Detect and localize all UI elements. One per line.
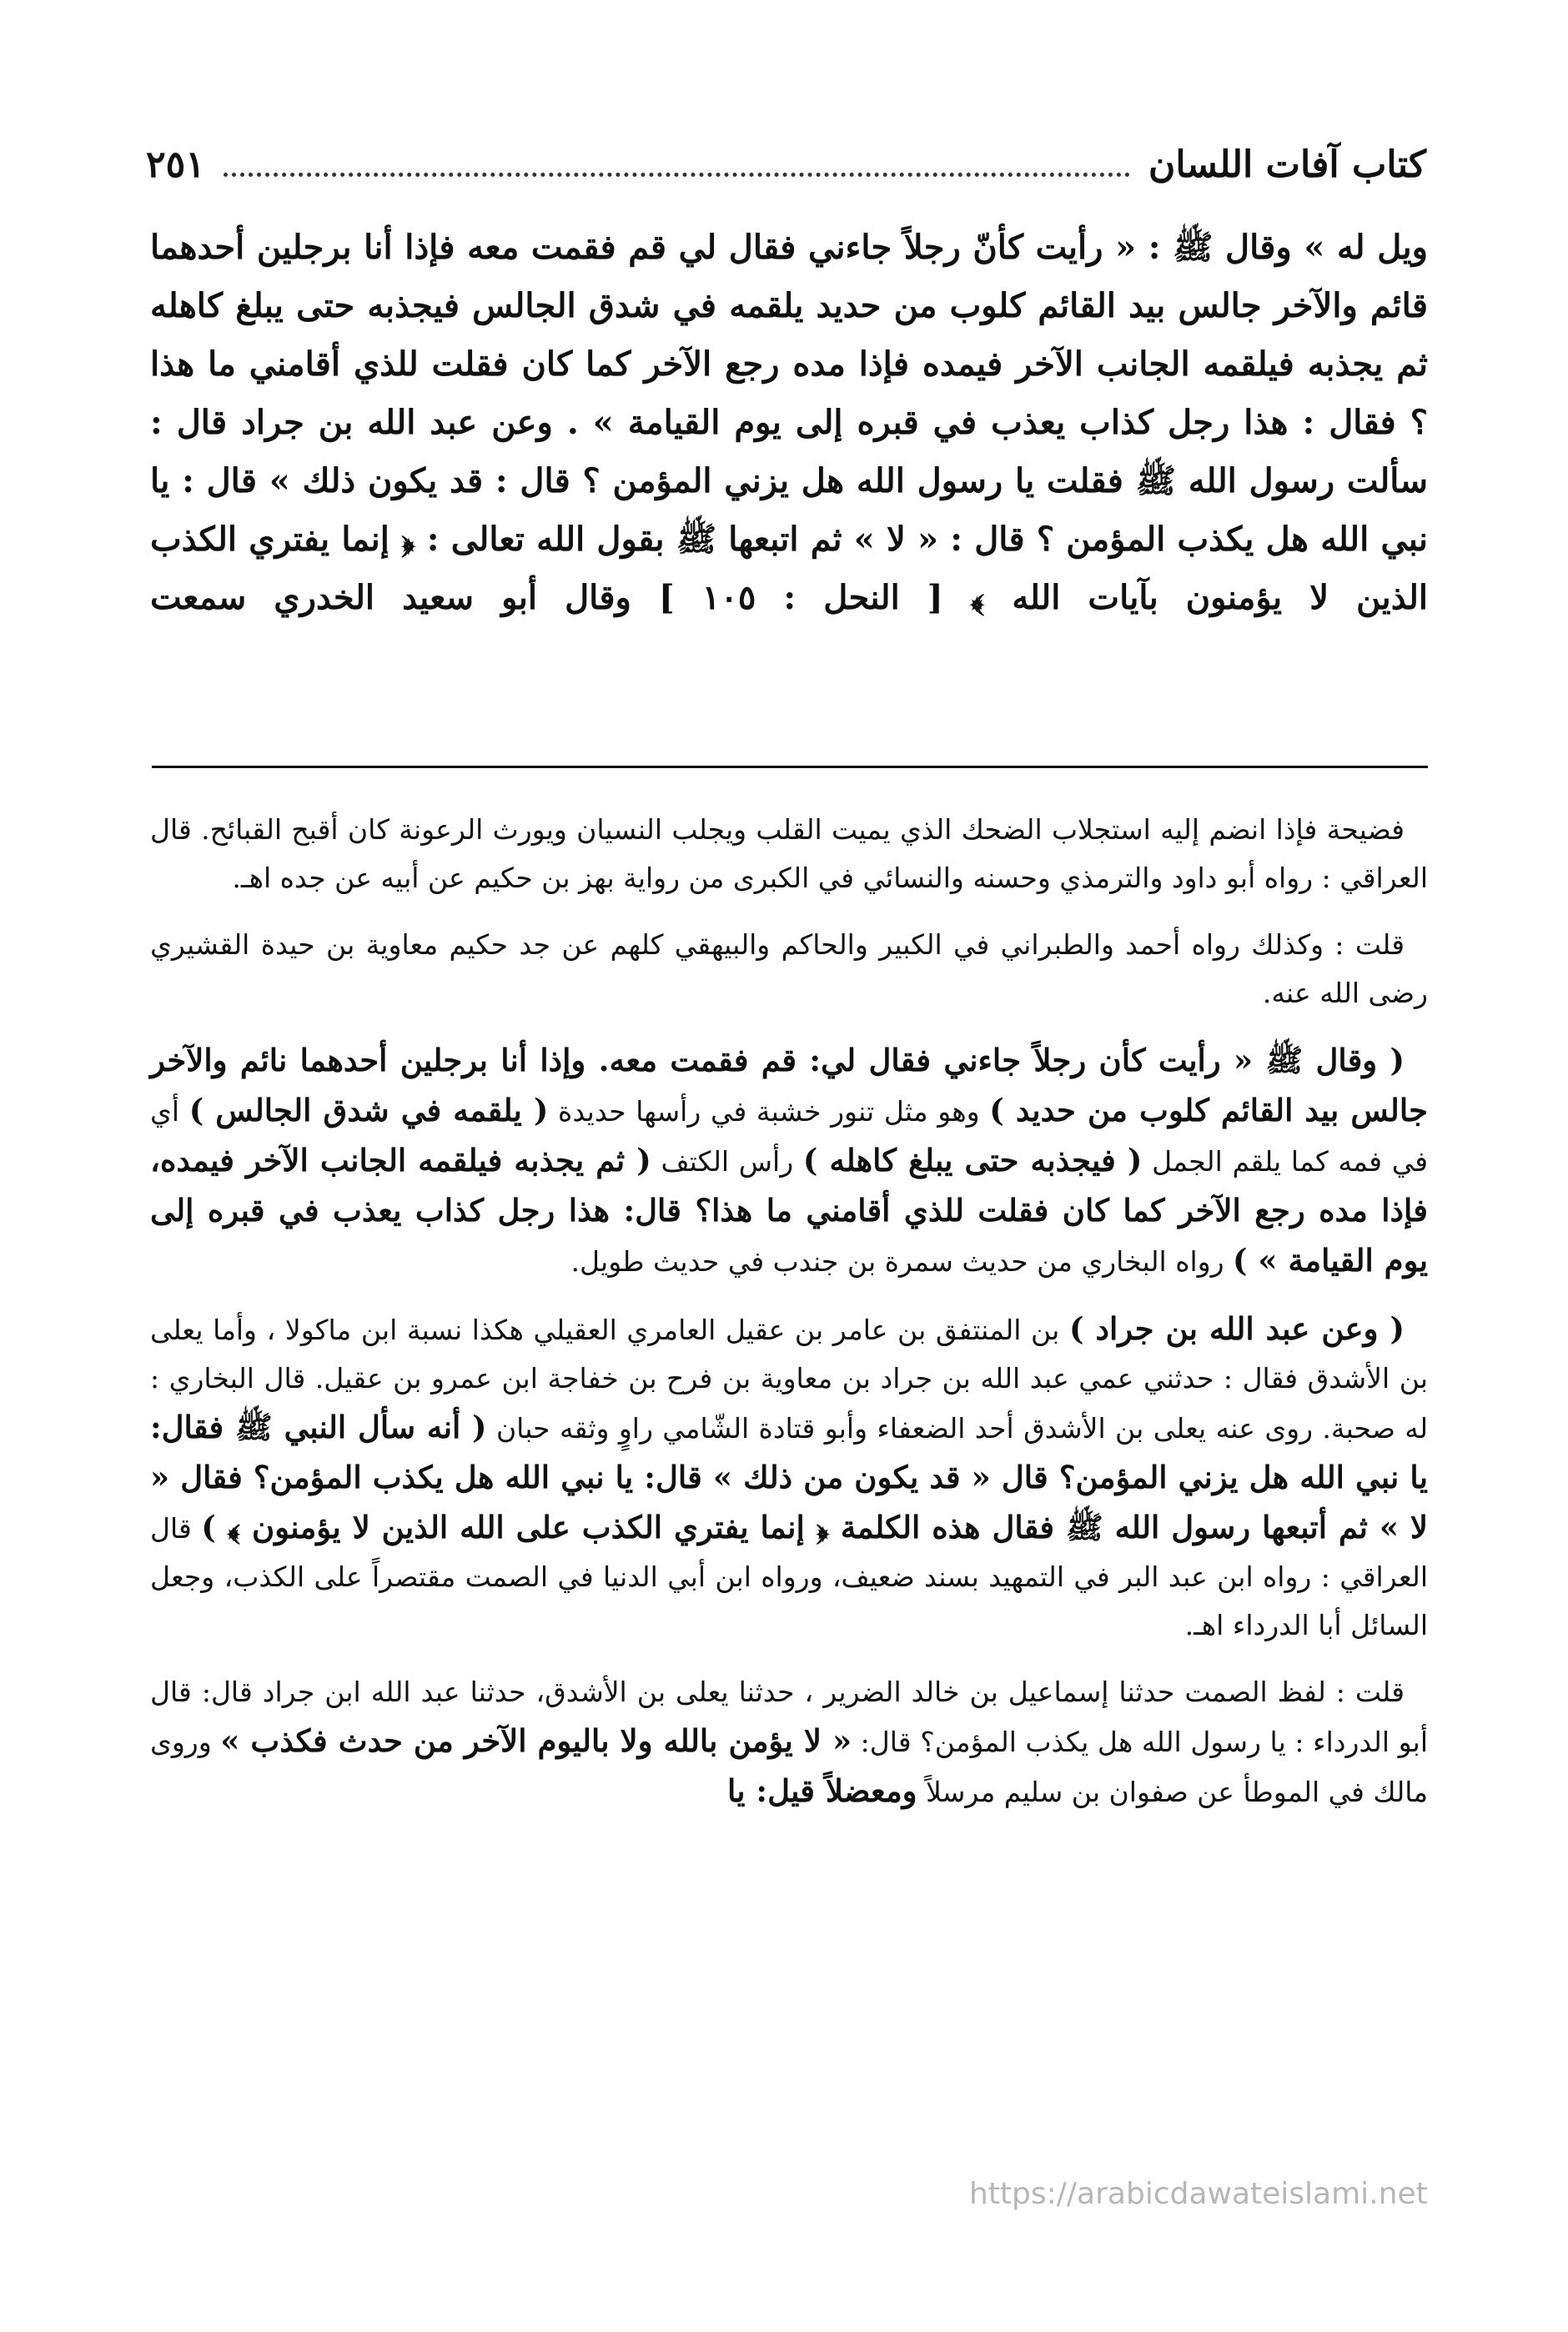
note-4-quote-1: ( وعن عبد الله بن جراد ) [1068,1310,1405,1347]
note-3-text-2: أي في فمه كما يلقم الجمل [150,1095,1428,1178]
note-5-quote-1: « لا يؤمن بالله ولا باليوم الآخر من حدث فكذب » [220,1722,852,1759]
footnote-separator [152,766,1428,768]
note-3-quote-4: ( ثم يجذبه فيلقمه الجانب الآخر فيمده، فإذا مده رجع الآخر كما كان فقلت للذي أقامني ما هذا؟ قال: هذا رجل كذاب يعذب في قبره إلى يوم القيامة » ) [150,1142,1428,1279]
running-title: كتاب آفات اللسان [1148,143,1426,186]
note-2: قلت : وكذلك رواه أحمد والطبراني في الكبير والحاكم والبيهقي كلهم عن جد حكيم معاوية بن حيدة القشيري رضى الله عنه. [150,928,1428,1009]
note-1: فضيحة فإذا انضم إليه استجلاب الضحك الذي يميت القلب ويجلب النسيان ويورث الرعونة كان أقبح القبائح. قال العراقي : رواه أبو داود والترمذي وحسنه والنسائي في الكبرى من رواية بهز بن حكيم عن أبيه عن جده اهـ. [150,813,1428,894]
page-header [146,125,1426,186]
note-5-text-2: وروى مالك في الموطأ عن صفوان بن سليم مرسلاً [150,1726,1428,1808]
page-number: ٢٥١ [146,143,205,186]
commentary [150,806,1428,1832]
note-3-quote-1: ( وقال ﷺ « رأيت كأن رجلاً جاءني فقال لي: قم فقمت معه. وإذا أنا برجلين أحدهما نائم والآخر جالس بيد القائم كلوب من حديد ) [150,1042,1428,1128]
source-watermark: https://arabicdawateislami.net [969,2177,1428,2211]
note-3-text-1: وهو مثل تنور خشبة في رأسها حديدة [548,1095,990,1128]
note-3-quote-3: ( فيجذبه حتى يبلغ كاهله ) [802,1142,1143,1179]
note-3-quote-2: ( يلقمه في شدق الجالس ) [188,1092,549,1128]
note-3-text-4: رواه البخاري من حديث سمرة بن جندب في حديث طويل. [570,1245,1234,1278]
note-4 [150,1304,1428,1650]
note-5-quote-2: ومعضلاً قيل: يا [726,1772,917,1809]
header-dotted-leader [224,172,1130,177]
note-5-text-1: قلت : لفظ الصمت حدثنا إسماعيل بن خالد الضرير ، حدثنا يعلى بن الأشدق، حدثنا عبد الله ابن جراد قال: قال أبو الدرداء : يا رسول الله هل يكذب المؤمن؟ قال: [150,1676,1428,1758]
note-4-quote-2: ( أنه سأل النبي ﷺ فقال: يا نبي الله هل يزني المؤمن؟ قال « قد يكون من ذلك » قال: يا نبي الله هل يكذب المؤمن؟ فقال « لا » ثم أتبعها رسول الله ﷺ فقال هذه الكلمة ﴿ إنما يفتري الكذب على الله الذين لا يؤمنون ﴾ ) [150,1409,1429,1545]
note-3-text-3: رأس الكتف [651,1145,803,1178]
note-3 [150,1036,1428,1286]
note-5 [150,1668,1428,1817]
main-text [150,219,1428,627]
note-4-text-1: بن المنتفق بن عامر بن عقيل العامري العقيلي هكذا نسبة ابن ماكولا ، وأما يعلى بن الأشدق فقال : حدثني عمي عبد الله بن جراد بن معاوية بن فرح بن خفاجة ابن عمرو بن عقيل. قال البخاري : له صحبة. روى عنه يعلى بن الأشدق أحد الضعفاء وأبو قتادة الشّامي راوٍ وثقه حبان [150,1314,1428,1445]
note-4-text-2: قال العراقي : رواه ابن عبد البر في التمهيد بسند ضعيف، ورواه ابن أبي الدنيا في الصمت مقتصراً على الكذب، وجعل السائل أبا الدرداء اهـ. [150,1512,1428,1641]
main-paragraph: ويل له » وقال ﷺ : « رأيت كأنّ رجلاً جاءني فقال لي قم فقمت معه فإذا أنا برجلين أحدهما قائم والآخر جالس بيد القائم كلوب من حديد يلقمه في شدق الجالس فيجذبه حتى يبلغ كاهله ثم يجذبه فيلقمه الجانب الآخر فيمده فإذا مده رجع الآخر كما كان فقلت للذي أقامني ما هذا ؟ فقال : هذا رجل كذاب يعذب في قبره إلى يوم القيامة » . وعن عبد الله بن جراد قال : سألت رسول الله ﷺ فقلت يا رسول الله هل يزني المؤمن ؟ قال : قد يكون ذلك » قال : يا نبي الله هل يكذب المؤمن ؟ قال : « لا » ثم اتبعها ﷺ بقول الله تعالى : ﴿ إنما يفتري الكذب الذين لا يؤمنون بآيات الله ﴾ [ النحل : ١٠٥ ] وقال أبو سعيد الخدري سمعت [150,228,1428,617]
